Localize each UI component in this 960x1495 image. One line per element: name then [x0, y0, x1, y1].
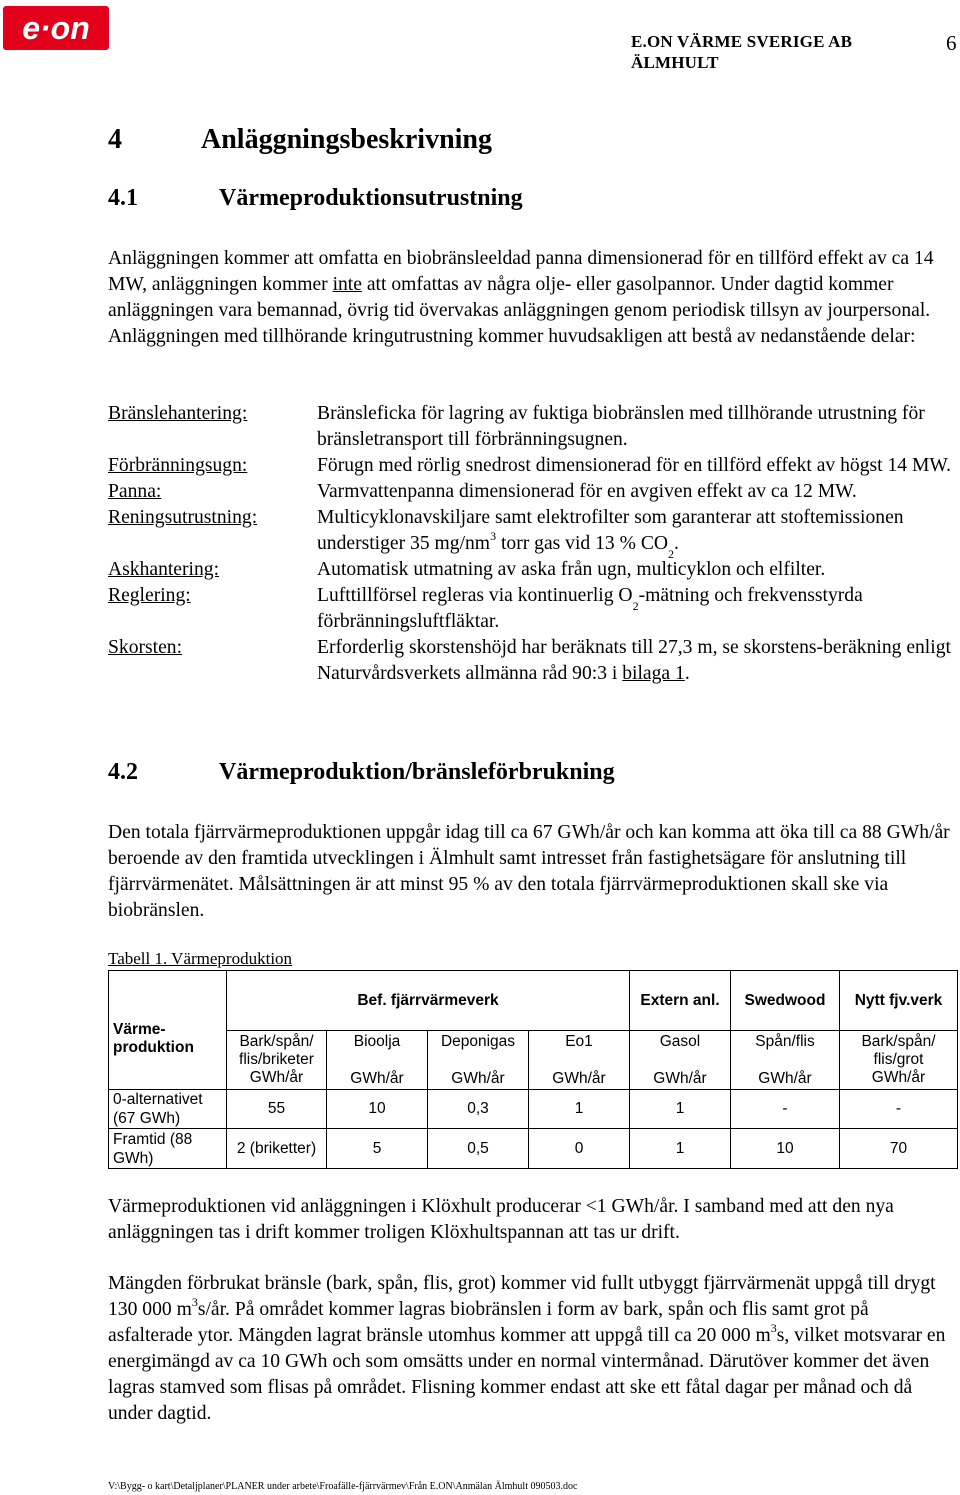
group-header: Swedwood: [731, 971, 840, 1031]
section-42-paragraph: Den totala fjärrvärmeproduktionen uppgår idag till ca 67 GWh/år och kan komma att öka till ca 88 GWh/år beroende av den framtida utvecklingen i Älmhult samt intresset från fastighetsägare för anslutning till fjärrvärmenätet. Målsättningen är att minst 95 % av den totala fjärrvärmeproduktionen skall ske via biobränslen.: [108, 822, 950, 921]
component-desc: [317, 505, 958, 561]
subscript: 2: [668, 547, 675, 561]
column-header: [529, 1031, 630, 1090]
section-4-number: 4: [108, 124, 122, 155]
component-term: Askhantering:: [108, 559, 220, 580]
column-header: [327, 1031, 428, 1090]
text-run: Mängden förbrukat bränsle (bark, spån, flis, grot) kommer vid fullt utbyggt fjärrvärmenät uppgå till drygt 130 000 m: [108, 1273, 936, 1320]
text-run: -mätning och frekvensstyrda förbränningsluftfläktar.: [317, 585, 863, 632]
column-name: Bark/spån/ flis/briketer: [239, 1033, 314, 1068]
component-desc: Automatisk utmatning av aska från ugn, multicyklon och elfilter.: [317, 559, 826, 580]
table-caption: Tabell 1. Värmeproduktion: [108, 949, 293, 968]
footer-file-path: V:\Bygg- o kart\Detaljplaner\PLANER under arbete\Froafälle-fjärrvärmev\Från E.ON\Anmälan Älmhult 090503.doc: [108, 1481, 578, 1492]
column-name: Gasol: [659, 1033, 701, 1050]
table-cell: 1: [630, 1129, 731, 1169]
logo-wordmark: e·on: [22, 10, 90, 46]
column-unit: GWh/år: [249, 1069, 304, 1086]
component-row: [108, 635, 958, 687]
text-run: .: [684, 663, 690, 684]
column-name: Bioolja: [353, 1033, 401, 1050]
component-row: [108, 505, 958, 561]
section-42-title: Värmeproduktion/bränsleförbrukning: [219, 759, 615, 785]
section-41-paragraph: [108, 246, 958, 350]
table-cell: 10: [731, 1129, 840, 1169]
component-term: Reningsutrustning:: [108, 507, 258, 528]
component-desc: Bränsleficka för lagring av fuktiga biobränslen med tillhörande utrustning för bränsletransport till förbränningsugnen.: [317, 403, 925, 450]
column-unit: GWh/år: [653, 1070, 707, 1087]
bilaga-reference: bilaga 1: [622, 663, 685, 684]
table-group-header-row: [109, 971, 958, 1031]
column-unit: GWh/år: [451, 1070, 505, 1087]
subscript: 2: [632, 599, 639, 613]
section-41-number: 4.1: [108, 185, 138, 211]
column-name: Spån/flis: [755, 1033, 815, 1050]
component-row: [108, 453, 958, 479]
component-row: [108, 583, 958, 635]
text-run: Multicyklonavskiljare samt elektrofilter som garanterar att stoftemissionen understiger 35 mg/nm: [317, 507, 904, 554]
table-column-header-row: [109, 1031, 958, 1090]
table-cell: 5: [327, 1129, 428, 1169]
column-header: [428, 1031, 529, 1090]
column-header: [630, 1031, 731, 1090]
table-row: [109, 1129, 958, 1169]
component-desc: Förugn med rörlig snedrost dimensionerad för en tillförd effekt av högst 14 MW.: [317, 455, 951, 476]
table-cell: 0: [529, 1129, 630, 1169]
group-header: Bef. fjärrvärmeverk: [227, 971, 630, 1031]
component-list: [108, 401, 958, 687]
company-line-1: E.ON VÄRME SVERIGE AB: [631, 32, 853, 51]
column-header: [840, 1031, 958, 1090]
column-unit: GWh/år: [758, 1070, 812, 1087]
table-cell: -: [840, 1090, 958, 1129]
component-term: Bränslehantering:: [108, 403, 248, 424]
component-desc: [317, 635, 958, 687]
table-cell: 55: [227, 1090, 327, 1129]
superscript: 3: [490, 529, 497, 543]
table-cell: 2 (briketter): [227, 1129, 327, 1169]
column-header: [731, 1031, 840, 1090]
table-cell: 0,5: [428, 1129, 529, 1169]
row-header-label: Värme-produktion: [109, 971, 227, 1090]
section-41-title: Värmeproduktionsutrustning: [219, 185, 523, 211]
component-term: Reglering:: [108, 585, 191, 606]
text-run: Erforderlig skorstenshöjd har beräknats till 27,3 m, se skorstens-beräkning enligt Naturvårdsverkets allmänna råd 90:3 i: [317, 637, 951, 684]
column-name: Bark/spån/ flis/grot: [861, 1033, 936, 1068]
company-line-2: ÄLMHULT: [631, 53, 719, 72]
section-4-title: Anläggningsbeskrivning: [201, 124, 492, 155]
column-name: Eo1: [565, 1033, 593, 1050]
section-42-heading: [108, 759, 615, 786]
superscript: 3: [191, 1295, 198, 1309]
kloxhult-paragraph: Värmeproduktionen vid anläggningen i Klöxhult producerar <1 GWh/år. I samband med att den nya anläggningen tas i drift kommer troligen Klöxhultspannan att tas ur drift.: [108, 1196, 894, 1243]
text-run: s, vilket motsvarar en energimängd av ca 10 GWh och som omsätts under en normal vintermånad. Därutöver kommer det även lagras stamved som flisas på området. Flisning kommer endast att ske ett fåtal dagar per månad och då under dagtid.: [108, 1325, 946, 1424]
table-cell: 10: [327, 1090, 428, 1129]
column-unit: GWh/år: [350, 1070, 404, 1087]
component-term: Förbränningsugn:: [108, 455, 248, 476]
text-run: att omfattas av några olje- eller gasolpannor. Under dagtid kommer anläggningen vara bemannad, övrig tid övervakas anläggningen genom periodisk tillsyn av jourpersonal. Anläggningen med tillhörande kringutrustning kommer huvudsakligen att bestå av nedanstående delar:: [108, 274, 931, 347]
table-row: [109, 1090, 958, 1129]
text-run: torr gas vid 13 % CO: [496, 533, 669, 554]
section-42-number: 4.2: [108, 759, 138, 785]
component-term: Skorsten:: [108, 637, 183, 658]
table-cell: 70: [840, 1129, 958, 1169]
component-row: [108, 557, 958, 583]
component-desc: [317, 583, 958, 635]
group-header: Extern anl.: [630, 971, 731, 1031]
table-cell: 0,3: [428, 1090, 529, 1129]
row-label: Framtid (88 GWh): [109, 1129, 227, 1169]
section-41-heading: [108, 185, 523, 212]
column-name: Deponigas: [440, 1033, 516, 1050]
component-term: Panna:: [108, 481, 162, 502]
company-name: [631, 31, 852, 73]
group-header: Nytt fjv.verk: [840, 971, 958, 1031]
superscript: 3: [770, 1321, 777, 1335]
eon-logo: [3, 6, 109, 50]
column-header: [227, 1031, 327, 1090]
fuel-paragraph: [108, 1271, 958, 1427]
emphasis-inte: inte: [332, 274, 362, 295]
component-desc: Varmvattenpanna dimensionerad för en avgiven effekt av ca 12 MW.: [317, 481, 857, 502]
section-4-heading: [108, 124, 492, 156]
column-unit: GWh/år: [552, 1070, 606, 1087]
text-run: s/år. På området kommer lagras biobränslen i form av bark, spån och flis samt grot på asfalterade ytor. Mängden lagrat bränsle utomhus kommer att uppgå till ca 20 000 m: [108, 1299, 869, 1346]
row-label: 0-alternativet (67 GWh): [109, 1090, 227, 1129]
component-row: [108, 401, 958, 453]
table-cell: -: [731, 1090, 840, 1129]
text-run: Anläggningen kommer att omfatta en biobränsleeldad panna dimensionerad för en tillförd effekt av ca 14 MW, anläggningen kommer: [108, 248, 934, 295]
table-cell: 1: [529, 1090, 630, 1129]
page-number: 6: [946, 31, 957, 55]
text-run: Lufttillförsel regleras via kontinuerlig O: [317, 585, 633, 606]
text-run: .: [674, 533, 679, 554]
production-table: [108, 970, 958, 1169]
column-unit: GWh/år: [871, 1069, 926, 1086]
table-cell: 1: [630, 1090, 731, 1129]
component-row: [108, 479, 958, 505]
